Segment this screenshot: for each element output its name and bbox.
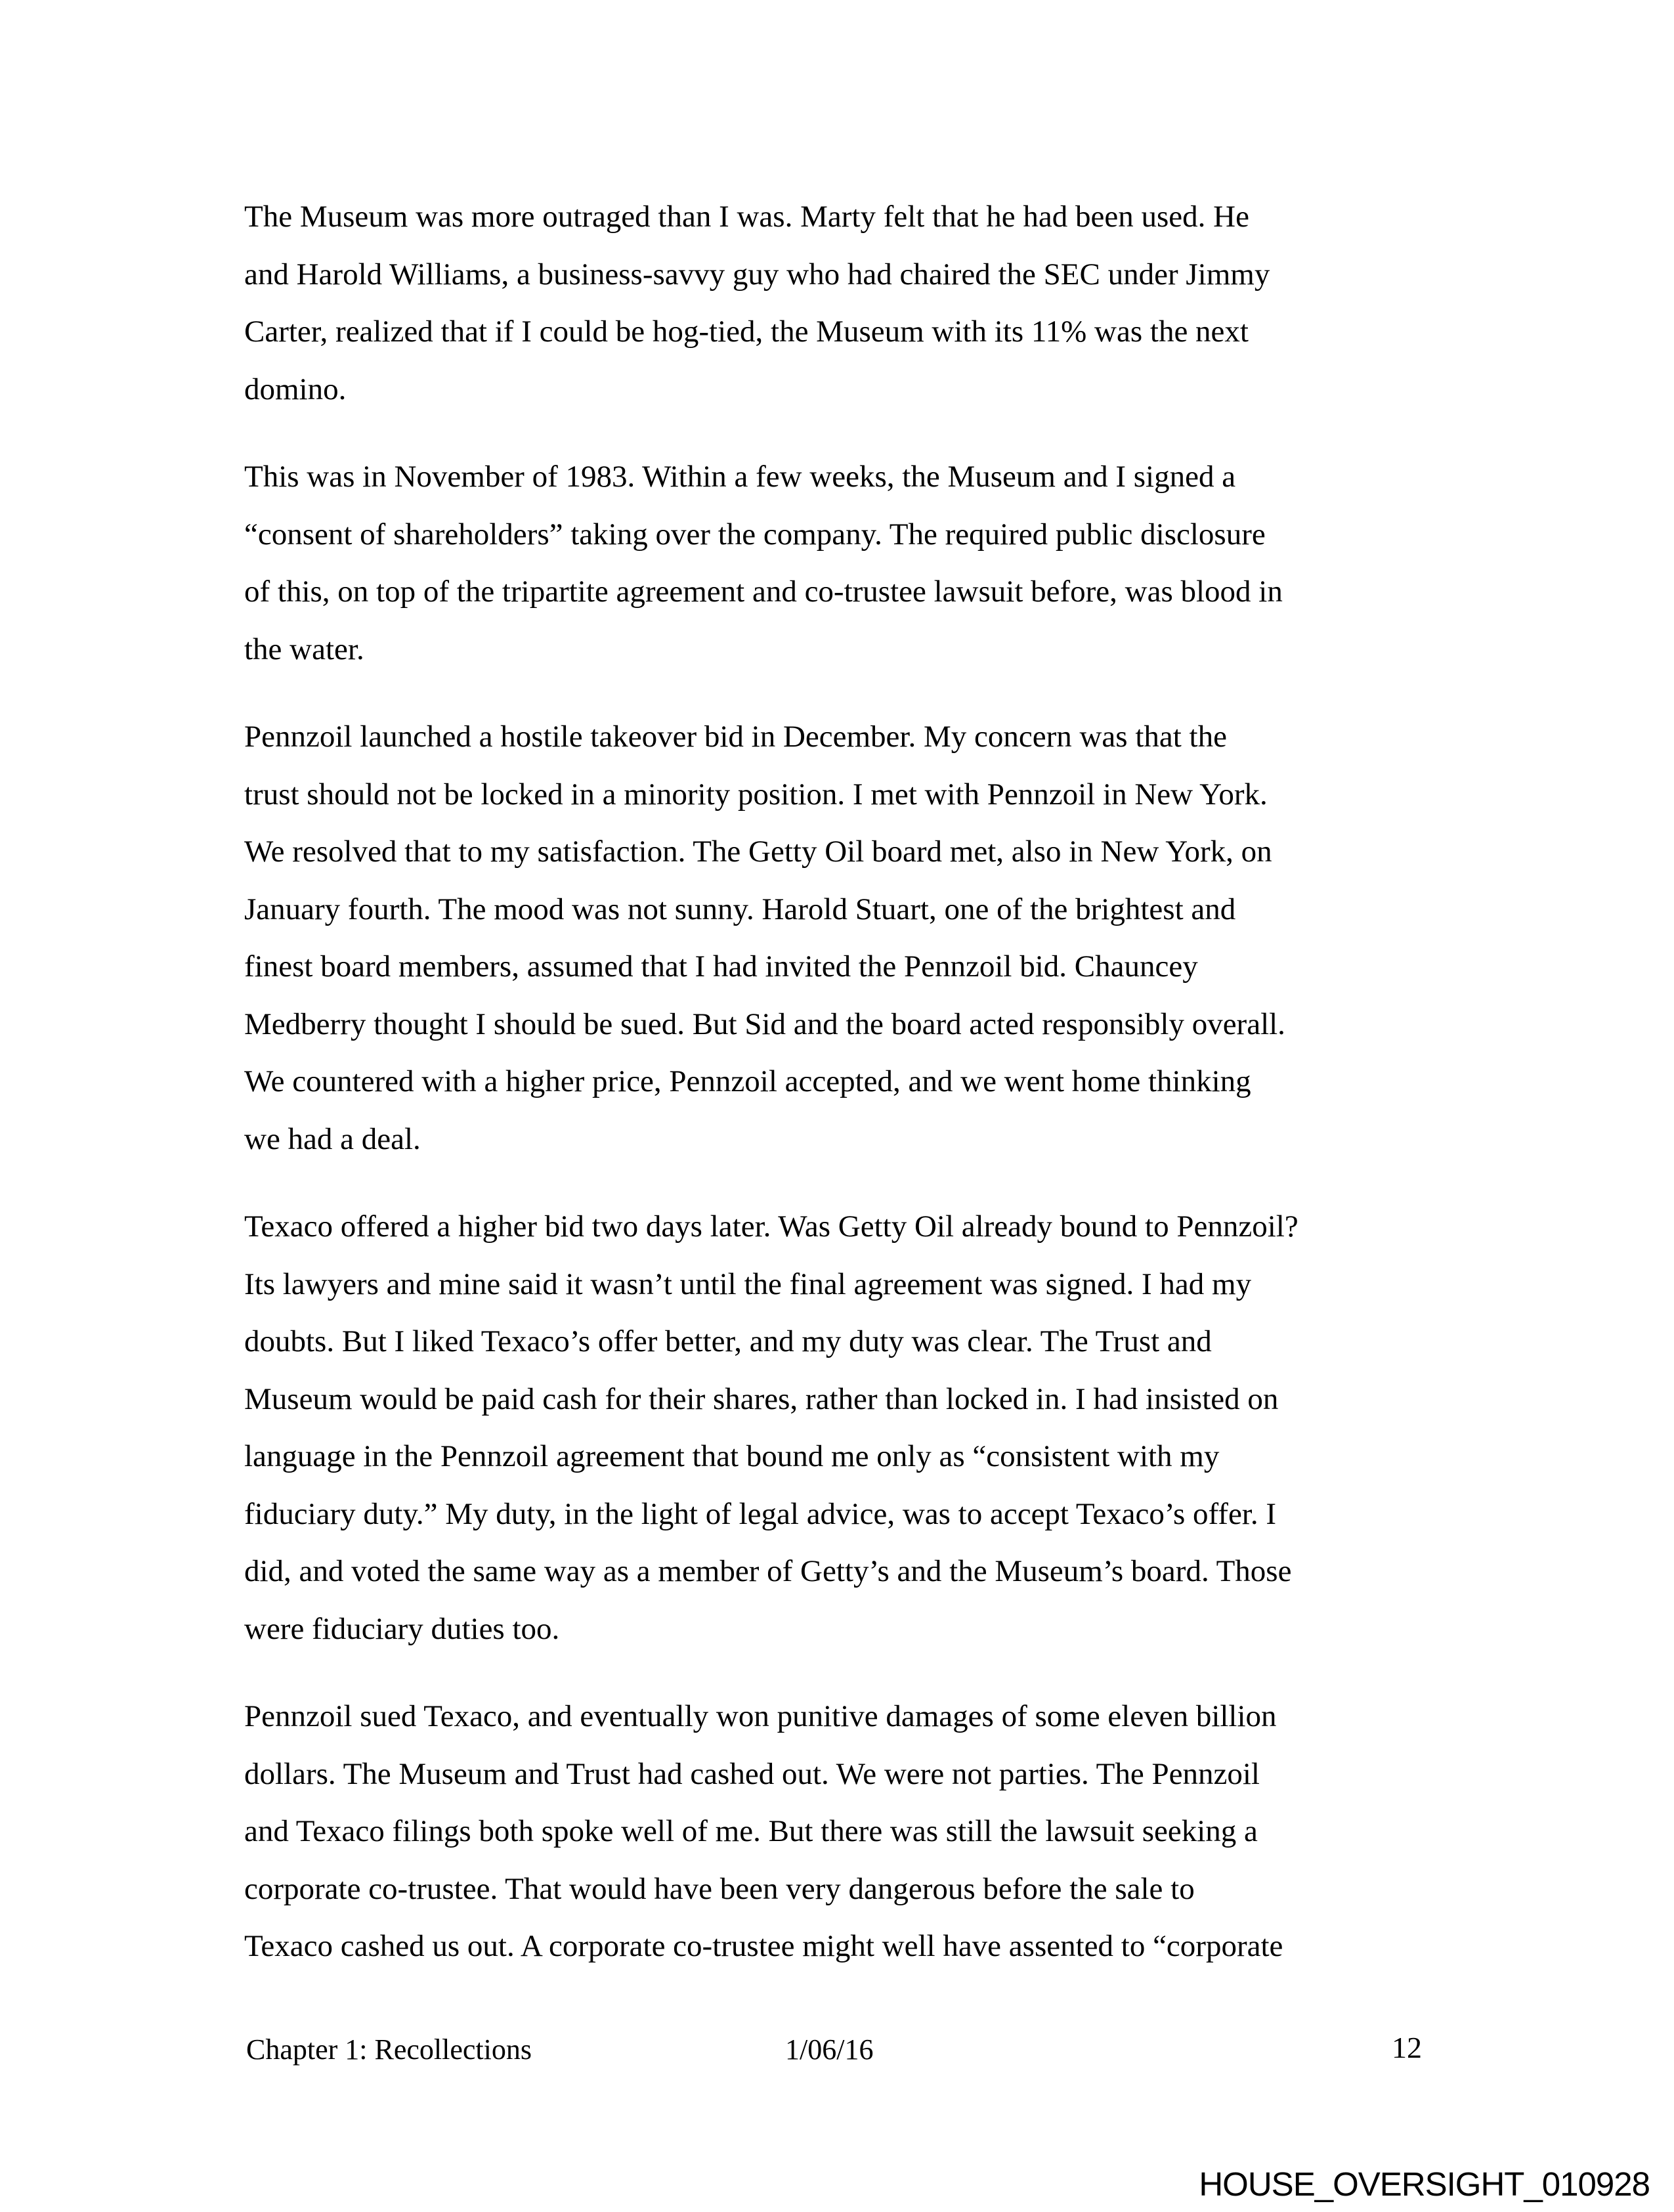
text-line: Texaco offered a higher bid two days later. Was Getty Oil already bound to Pennzoil? bbox=[244, 1209, 1298, 1244]
text-line: Museum would be paid cash for their shares, rather than locked in. I had insisted on bbox=[244, 1381, 1279, 1416]
text-line: Pennzoil sued Texaco, and eventually won punitive damages of some eleven billion bbox=[244, 1699, 1277, 1733]
text-line: Carter, realized that if I could be hog-tied, the Museum with its 11% was the next bbox=[244, 314, 1249, 349]
text-line: dollars. The Museum and Trust had cashed out. We were not parties. The Pennzoil bbox=[244, 1756, 1260, 1791]
paragraph bbox=[244, 708, 1452, 1168]
text-line: doubts. But I liked Texaco’s offer better, and my duty was clear. The Trust and bbox=[244, 1324, 1212, 1358]
text-line: trust should not be locked in a minority position. I met with Pennzoil in New York. bbox=[244, 777, 1268, 812]
text-line: we had a deal. bbox=[244, 1121, 421, 1156]
text-line: January fourth. The mood was not sunny. Harold Stuart, one of the brightest and bbox=[244, 892, 1236, 926]
text-line: domino. bbox=[244, 372, 347, 406]
text-line: Texaco cashed us out. A corporate co-trustee might well have assented to “corporate bbox=[244, 1929, 1283, 1963]
paragraph bbox=[244, 1198, 1452, 1658]
text-line: corporate co-trustee. That would have been very dangerous before the sale to bbox=[244, 1871, 1195, 1906]
footer-date: 1/06/16 bbox=[785, 2033, 874, 2066]
text-line: of this, on top of the tripartite agreement and co-trustee lawsuit before, was blood in bbox=[244, 575, 1283, 609]
paragraph bbox=[244, 448, 1452, 678]
text-line: did, and voted the same way as a member of Getty’s and the Museum’s board. Those bbox=[244, 1554, 1292, 1588]
bates-stamp: HOUSE_OVERSIGHT_010928 bbox=[1199, 2165, 1650, 2203]
text-line: “consent of shareholders” taking over the company. The required public disclosure bbox=[244, 517, 1266, 552]
text-line: We countered with a higher price, Pennzoil accepted, and we went home thinking bbox=[244, 1064, 1251, 1098]
text-line: language in the Pennzoil agreement that bound me only as “consistent with my bbox=[244, 1439, 1220, 1473]
text-line: and Harold Williams, a business-savvy guy who had chaired the SEC under Jimmy bbox=[244, 257, 1270, 292]
text-line: This was in November of 1983. Within a few weeks, the Museum and I signed a bbox=[244, 460, 1236, 494]
body-text bbox=[244, 188, 1452, 2006]
text-line: and Texaco filings both spoke well of me. But there was still the lawsuit seeking a bbox=[244, 1814, 1258, 1848]
text-line: were fiduciary duties too. bbox=[244, 1611, 560, 1646]
text-line: Medberry thought I should be sued. But Sid and the board acted responsibly overall. bbox=[244, 1007, 1285, 1041]
text-line: finest board members, assumed that I had invited the Pennzoil bid. Chauncey bbox=[244, 949, 1198, 984]
text-line: The Museum was more outraged than I was. Marty felt that he had been used. He bbox=[244, 200, 1249, 234]
text-line: We resolved that to my satisfaction. The Getty Oil board met, also in New York, on bbox=[244, 835, 1272, 869]
text-line: fiduciary duty.” My duty, in the light of legal advice, was to accept Texaco’s offer. I bbox=[244, 1496, 1277, 1531]
paragraph bbox=[244, 1688, 1452, 1976]
text-line: Its lawyers and mine said it wasn’t until the final agreement was signed. I had my bbox=[244, 1267, 1252, 1301]
paragraph bbox=[244, 188, 1452, 418]
footer-chapter-label: Chapter 1: Recollections bbox=[246, 2033, 532, 2066]
text-line: the water. bbox=[244, 632, 364, 666]
footer-page-number: 12 bbox=[1392, 2031, 1422, 2064]
text-line: Pennzoil launched a hostile takeover bid in December. My concern was that the bbox=[244, 720, 1227, 754]
